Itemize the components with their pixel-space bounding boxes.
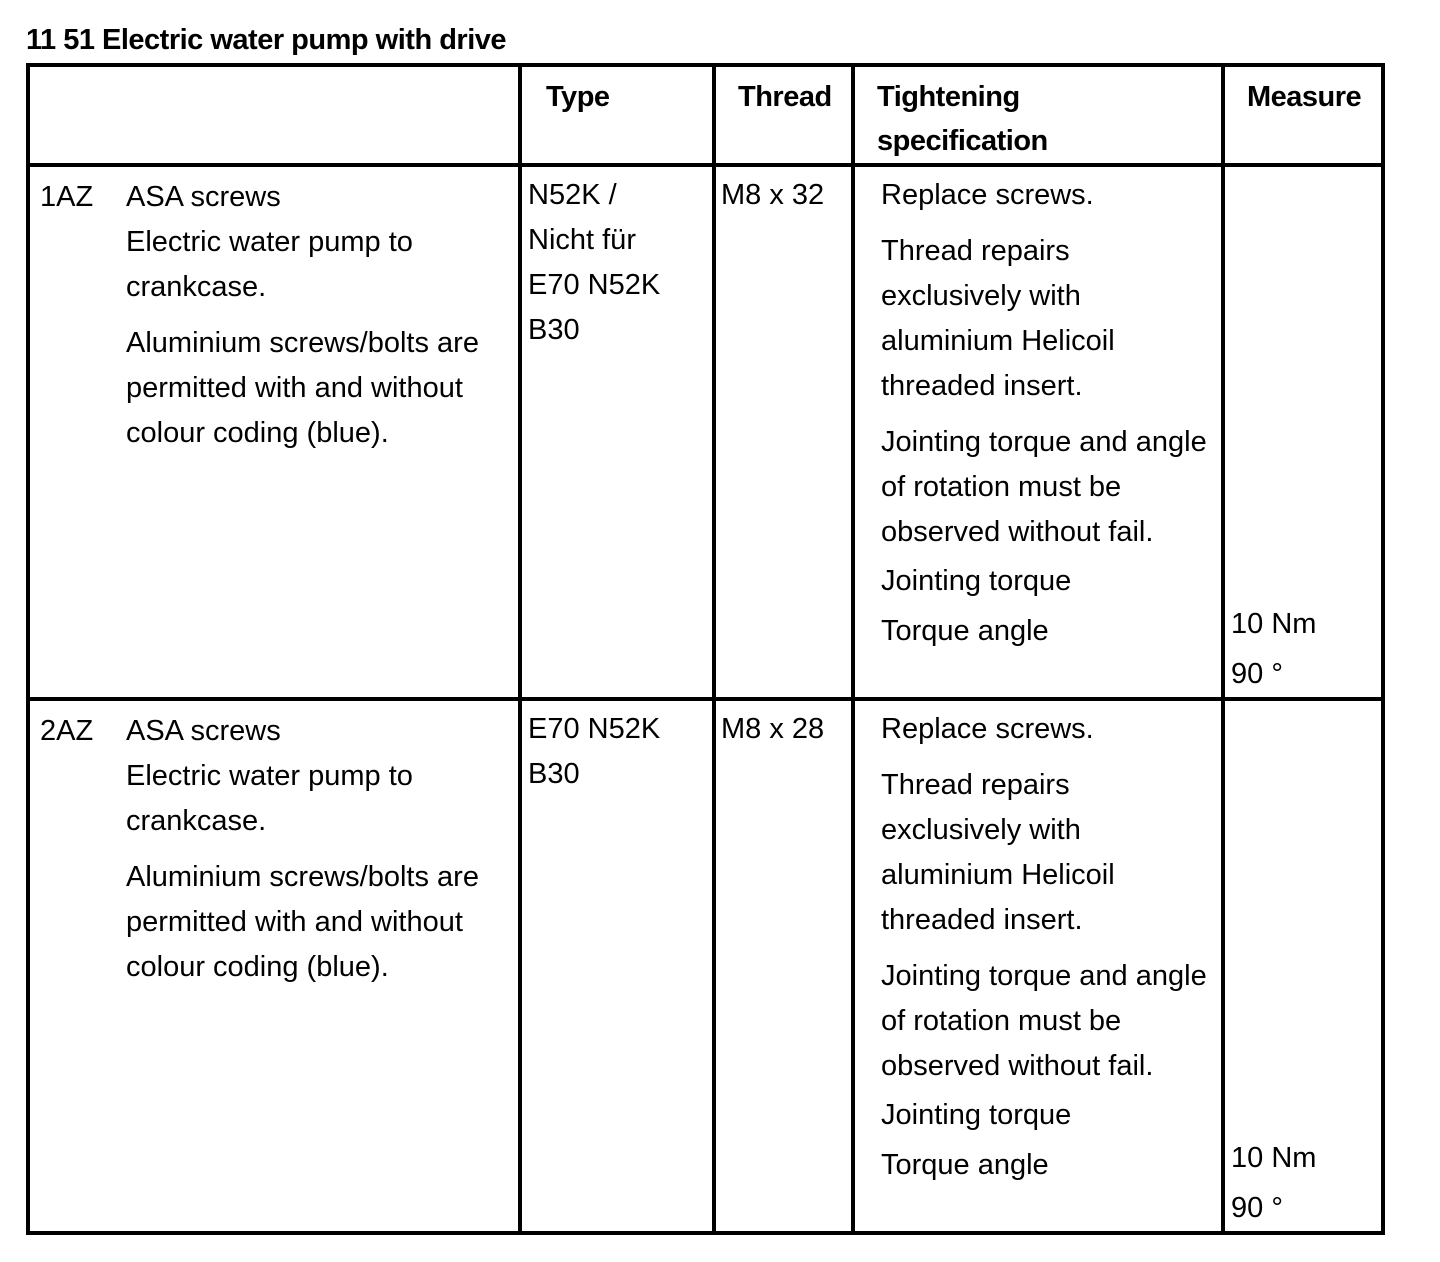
step-value: 10 Nm (1231, 608, 1317, 640)
thread-cell: M8 x 28 (714, 699, 853, 1233)
measure-cell (1223, 165, 1383, 699)
position-code: 1AZ (40, 181, 94, 213)
header-description (28, 65, 520, 165)
header-thread: Thread (714, 65, 853, 165)
step-label: Jointing torque (881, 565, 1072, 597)
table-row (28, 699, 1383, 1233)
type-cell: N52K / Nicht für E70 N52K B30 (520, 165, 714, 699)
part-location: Electric water pump to crankcase. (126, 226, 413, 303)
page-title: 11 51 Electric water pump with drive (26, 24, 507, 56)
description-cell (28, 165, 520, 699)
step-label: Torque angle (881, 1149, 1049, 1181)
step-label: Torque angle (881, 615, 1049, 647)
header-tightening: Tightening specification (853, 65, 1223, 165)
part-location: Electric water pump to crankcase. (126, 760, 413, 837)
tightening-cell: Replace screws. Thread repairs exclusively with aluminium Helicoil threaded insert. Jointing torque and angle of rotation must be observed without fail. Jointing torque Torque angle (853, 165, 1223, 699)
table-header-row (28, 65, 1383, 165)
measure-cell (1223, 699, 1383, 1233)
table-row (28, 165, 1383, 699)
position-code: 2AZ (40, 715, 94, 747)
step-value: 90 ° (1231, 1192, 1283, 1224)
type-cell: E70 N52K B30 (520, 699, 714, 1233)
torque-spec-table (26, 63, 1385, 1235)
part-note: Aluminium screws/bolts are permitted with and without colour coding (blue). (126, 861, 479, 983)
step-value: 10 Nm (1231, 1142, 1317, 1174)
description-cell (28, 699, 520, 1233)
thread-cell: M8 x 32 (714, 165, 853, 699)
part-name: ASA screws (126, 181, 281, 213)
tightening-cell: Replace screws. Thread repairs exclusively with aluminium Helicoil threaded insert. Jointing torque and angle of rotation must be observed without fail. Jointing torque Torque angle (853, 699, 1223, 1233)
header-measure: Measure (1223, 65, 1383, 165)
part-note: Aluminium screws/bolts are permitted with and without colour coding (blue). (126, 327, 479, 449)
step-label: Jointing torque (881, 1099, 1072, 1131)
header-type: Type (520, 65, 714, 165)
part-name: ASA screws (126, 715, 281, 747)
step-value: 90 ° (1231, 658, 1283, 690)
